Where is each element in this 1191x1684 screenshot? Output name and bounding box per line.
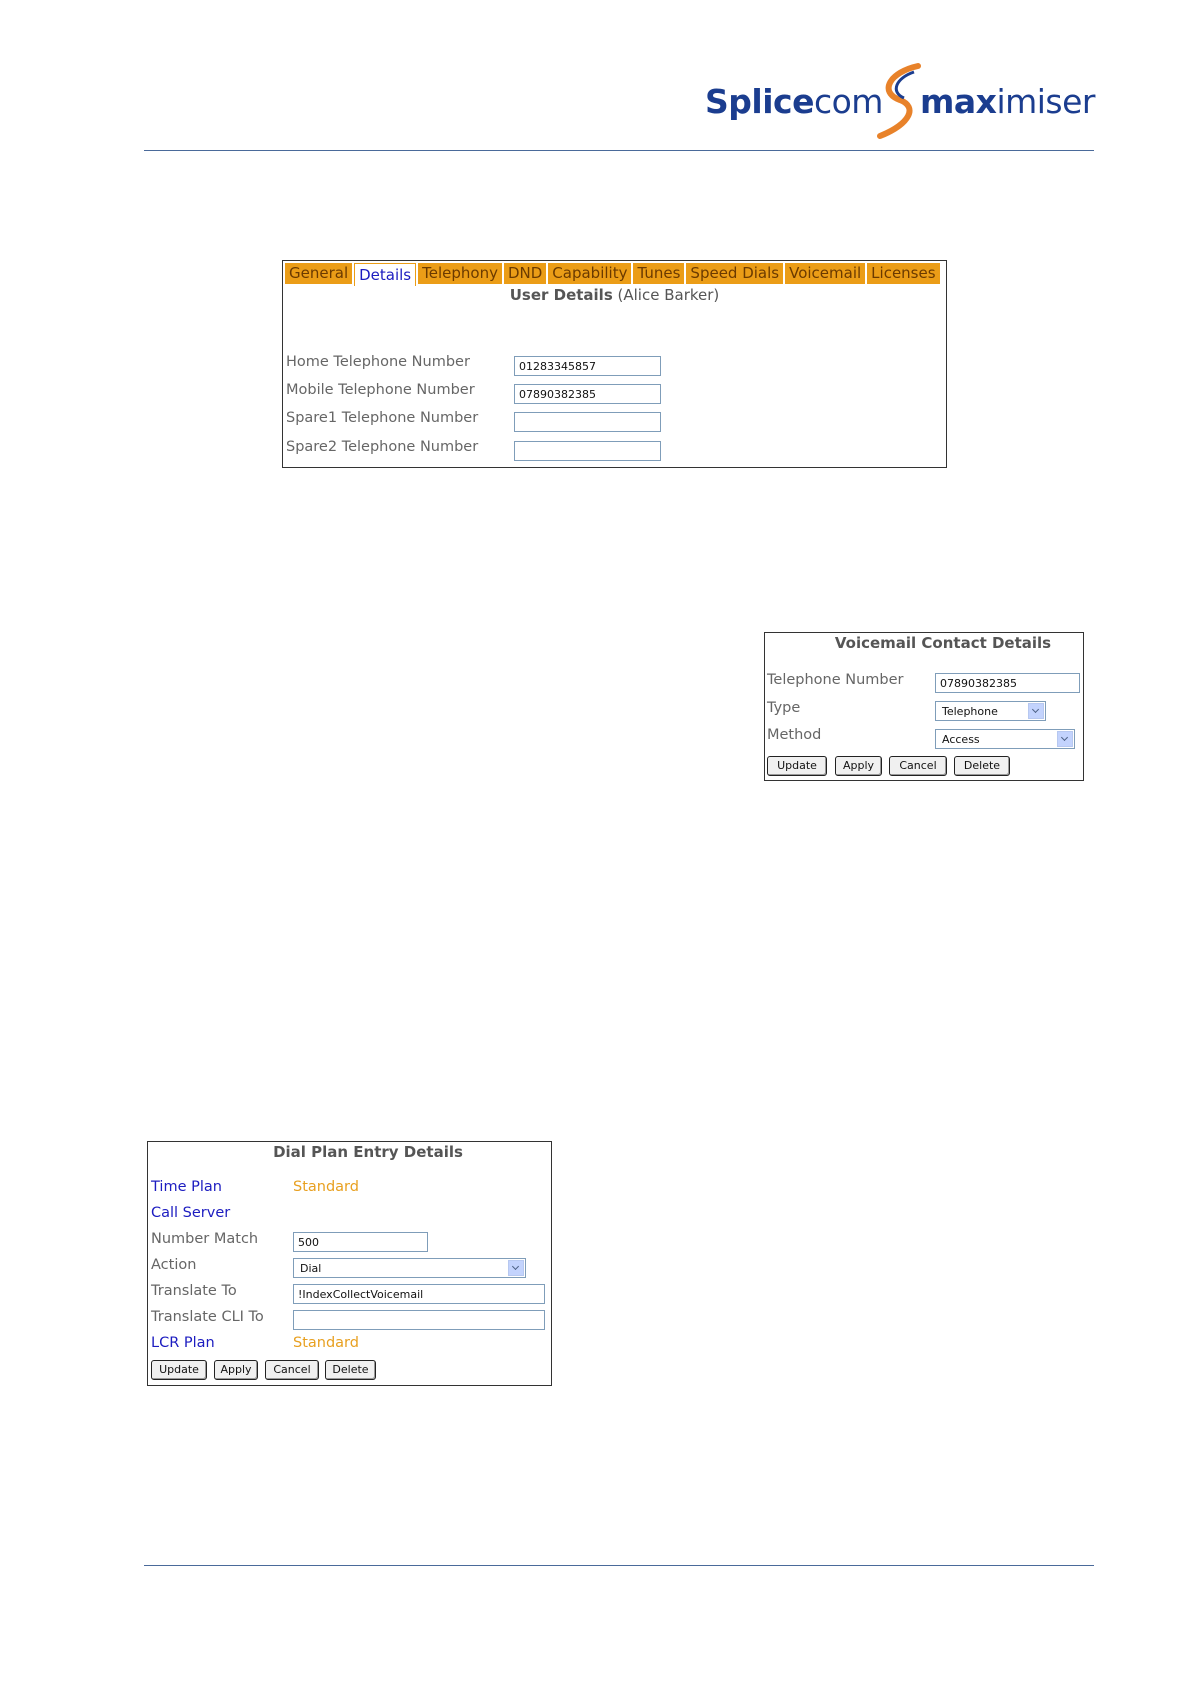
translate-cli-label: Translate CLI To — [151, 1309, 264, 1325]
time-plan-value: Standard — [293, 1179, 359, 1195]
user-tabs — [285, 263, 940, 284]
vm-cancel-button[interactable]: Cancel — [889, 756, 947, 776]
vm-type-label: Type — [767, 700, 801, 716]
chevron-down-icon — [508, 1260, 524, 1276]
vm-update-button[interactable]: Update — [767, 756, 827, 776]
dp-apply-button[interactable]: Apply — [214, 1360, 258, 1380]
lcr-plan-link[interactable]: LCR Plan — [151, 1335, 215, 1351]
chevron-down-icon — [1057, 731, 1073, 747]
vm-apply-button[interactable]: Apply — [835, 756, 882, 776]
voicemail-title: Voicemail Contact Details — [834, 634, 1052, 652]
spare1-telephone-label: Spare1 Telephone Number — [286, 410, 479, 426]
tab-licenses[interactable]: Licenses — [867, 263, 939, 284]
spare2-telephone-label: Spare2 Telephone Number — [286, 439, 479, 455]
translate-cli-input[interactable] — [293, 1310, 545, 1330]
tab-tunes[interactable]: Tunes — [633, 263, 684, 284]
user-details-title: User Details (Alice Barker) — [509, 286, 720, 304]
spare1-telephone-input[interactable] — [514, 412, 661, 432]
voicemail-contact-panel — [764, 632, 1084, 781]
home-telephone-label: Home Telephone Number — [286, 354, 470, 370]
tab-details[interactable]: Details — [354, 263, 416, 286]
logo-splicecom-text: Splicecom — [705, 82, 883, 121]
splicecom-maximiser-logo — [705, 58, 1100, 143]
translate-to-input[interactable]: !IndexCollectVoicemail — [293, 1284, 545, 1304]
action-label: Action — [151, 1257, 197, 1273]
tab-general[interactable]: General — [285, 263, 352, 284]
spare2-telephone-input[interactable] — [514, 441, 661, 461]
dial-plan-title: Dial Plan Entry Details — [273, 1143, 463, 1161]
translate-to-label: Translate To — [151, 1283, 237, 1299]
home-telephone-input[interactable]: 01283345857 — [514, 356, 661, 376]
chevron-down-icon — [1028, 703, 1044, 719]
number-match-input[interactable]: 500 — [293, 1232, 428, 1252]
tab-dnd[interactable]: DND — [504, 263, 546, 284]
mobile-telephone-label: Mobile Telephone Number — [286, 382, 475, 398]
mobile-telephone-input[interactable]: 07890382385 — [514, 384, 661, 404]
dp-delete-button[interactable]: Delete — [325, 1360, 376, 1380]
dial-plan-panel — [147, 1141, 552, 1386]
time-plan-link[interactable]: Time Plan — [151, 1179, 222, 1195]
logo-maximiser-text: maximiser — [920, 82, 1095, 121]
action-select[interactable]: Dial — [293, 1258, 526, 1278]
tab-speed-dials[interactable]: Speed Dials — [686, 263, 783, 284]
footer-divider — [144, 1565, 1094, 1566]
vm-delete-button[interactable]: Delete — [954, 756, 1010, 776]
vm-method-select[interactable]: Access — [935, 729, 1075, 749]
tab-capability[interactable]: Capability — [548, 263, 631, 284]
vm-type-select[interactable]: Telephone — [935, 701, 1046, 721]
tab-telephony[interactable]: Telephony — [418, 263, 502, 284]
vm-telephone-label: Telephone Number — [767, 672, 904, 688]
number-match-label: Number Match — [151, 1231, 259, 1247]
vm-telephone-input[interactable]: 07890382385 — [935, 673, 1080, 693]
lcr-plan-value: Standard — [293, 1335, 359, 1351]
tab-voicemail[interactable]: Voicemail — [785, 263, 865, 284]
call-server-link[interactable]: Call Server — [151, 1205, 231, 1221]
dp-update-button[interactable]: Update — [151, 1360, 207, 1380]
dp-cancel-button[interactable]: Cancel — [265, 1360, 319, 1380]
header-divider — [144, 150, 1094, 151]
vm-method-label: Method — [767, 727, 822, 743]
user-details-panel — [282, 260, 947, 468]
